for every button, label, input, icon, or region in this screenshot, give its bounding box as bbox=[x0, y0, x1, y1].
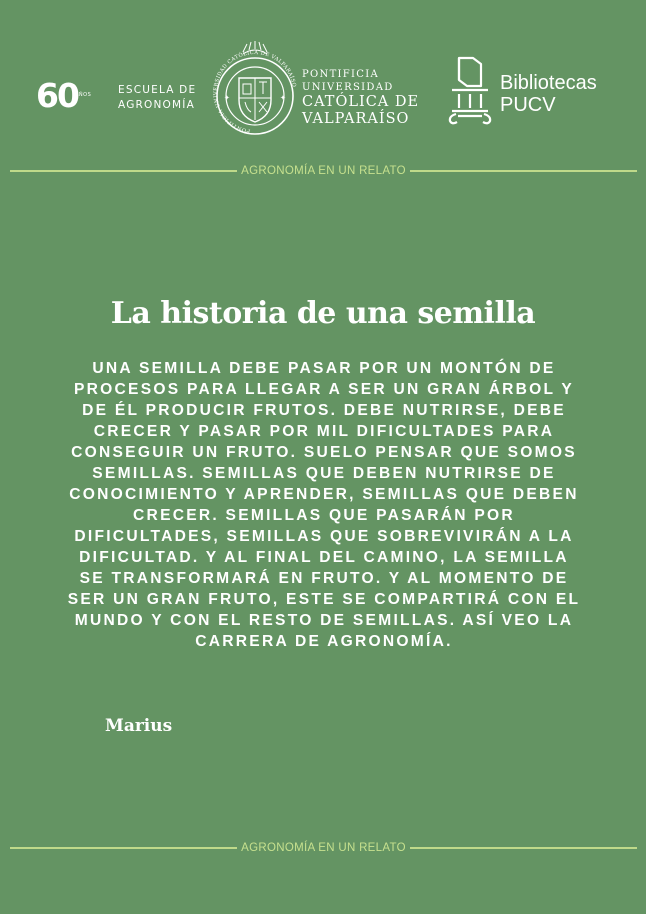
article-body: UNA SEMILLA DEBE PASAR POR UN MONTÓN DE PROCESOS PARA LLEGAR A SER UN GRAN ÁRBOL Y DE ÉL PRODUCIR FRUTOS. DEBE NUTRIRSE, DEBE CRECER Y PASAR POR MIL DIFICULTADES PARA CONSEGUIR UN FRUTO. SUELO PENSAR QUE SOMOS SEMILLAS. SEMILLAS QUE DEBEN NUTRIRSE DE CONOCIMIENTO Y APRENDER, SEMILLAS QUE DEBEN CRECER. SEMILLAS QUE PASARÁN POR DIFICULTADES, SEMILLAS QUE SOBREVIVIRÁN A LA DIFICULTAD. Y AL FINAL DEL CAMINO, LA SEMILLA SE TRANSFORMARÁ EN FRUTO. Y AL MOMENTO DE SER UN GRAN FRUTO, ESTE SE COMPARTIRÁ CON EL MUNDO Y CON EL RESTO DE SEMILLAS. ASÍ VEO LA CARRERA DE AGRONOMÍA. bbox=[67, 360, 581, 650]
article-author: Marius bbox=[105, 716, 173, 736]
university-line-3: CATÓLICA DE bbox=[302, 94, 420, 110]
divider-line-left bbox=[10, 170, 237, 172]
school-name bbox=[118, 83, 196, 113]
footer-label: AGRONOMÍA EN UN RELATO bbox=[241, 842, 406, 854]
footer-divider bbox=[10, 842, 637, 854]
university-line-4: VALPARAÍSO bbox=[302, 111, 410, 127]
university-seal-icon bbox=[213, 40, 297, 136]
library-line-2: PUCV bbox=[500, 94, 556, 116]
years-suffix: AÑOS bbox=[75, 92, 92, 98]
university-name bbox=[302, 68, 419, 128]
seal-ring-text: PONTIFICIA UNIVERSIDAD CATÓLICA DE VALPARAÍSO bbox=[213, 49, 297, 134]
library-line-1: Bibliotecas bbox=[500, 72, 597, 94]
article-title: La historia de una semilla bbox=[110, 296, 536, 331]
library-name bbox=[500, 72, 597, 116]
section-label: AGRONOMÍA EN UN RELATO bbox=[241, 165, 406, 177]
header bbox=[0, 0, 646, 150]
sixty-years-logo bbox=[36, 78, 98, 114]
section-divider bbox=[10, 165, 637, 177]
school-line-1: ESCUELA DE bbox=[118, 84, 197, 96]
book-column-icon bbox=[446, 56, 494, 126]
footer-line-right bbox=[410, 847, 637, 849]
svg-text:✦: ✦ bbox=[224, 94, 230, 102]
university-line-1: PONTIFICIA bbox=[302, 69, 380, 80]
svg-text:✦: ✦ bbox=[280, 94, 286, 102]
school-line-2: AGRONOMÍA bbox=[118, 99, 195, 111]
university-line-2: UNIVERSIDAD bbox=[302, 82, 394, 93]
footer-line-left bbox=[10, 847, 237, 849]
sixty-number: 60 bbox=[36, 76, 78, 115]
divider-line-right bbox=[410, 170, 637, 172]
